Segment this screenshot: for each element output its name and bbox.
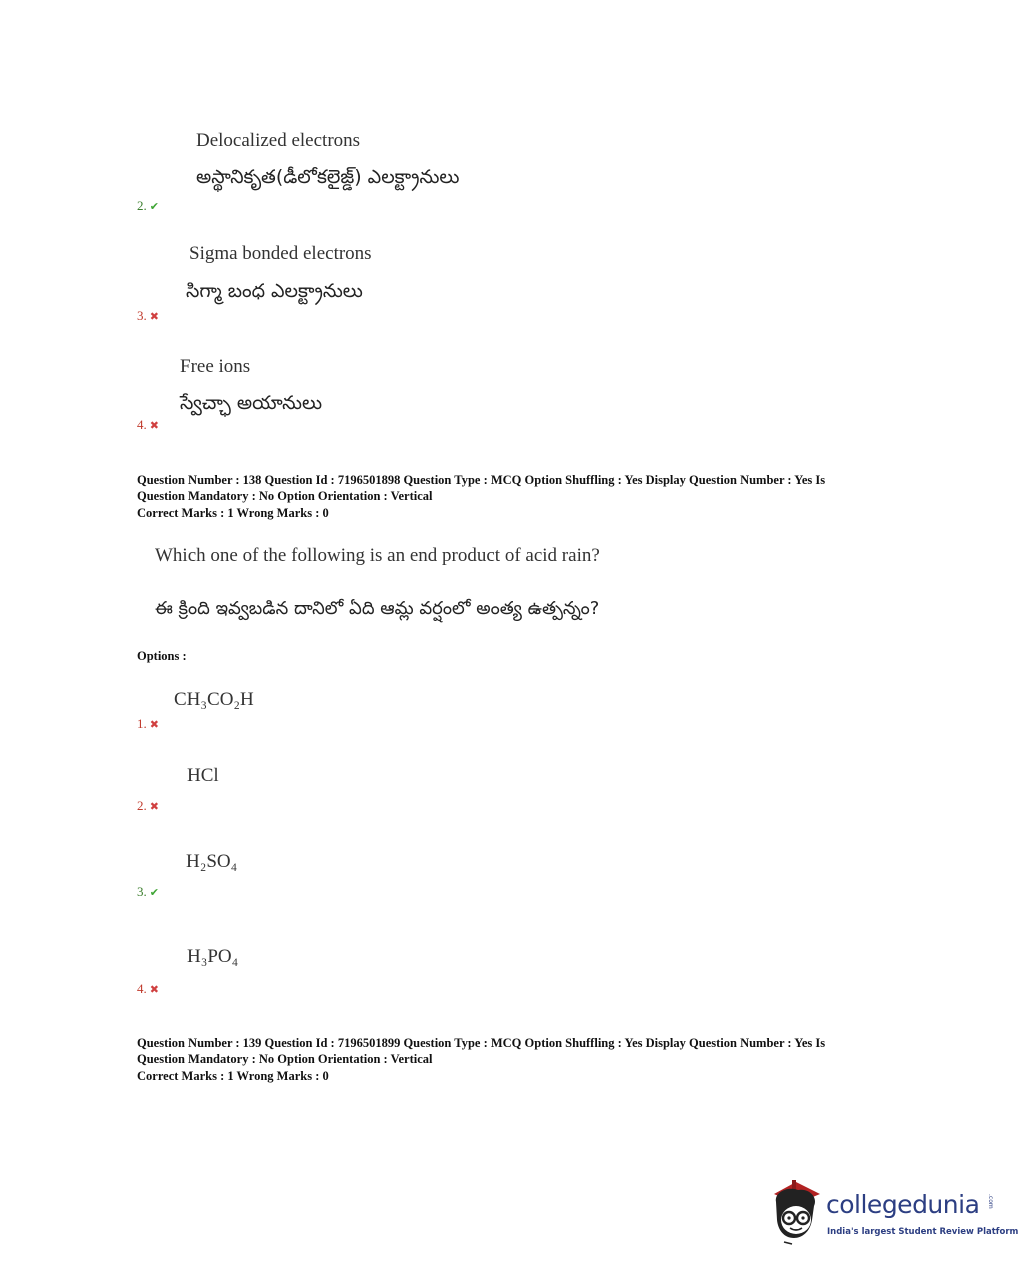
option-3-text: H₂SO₄ — [186, 851, 238, 872]
option-number-4: 4. ✖ — [137, 417, 159, 432]
wrong-cross-icon: ✖ — [149, 719, 159, 731]
wrong-cross-icon: ✖ — [149, 420, 159, 432]
meta-line: Correct Marks : 1 Wrong Marks : 0 — [137, 506, 329, 520]
option-number-4: 4. ✖ — [137, 981, 159, 996]
option-4-text: H₃PO₄ — [187, 946, 239, 967]
question-meta-138 — [137, 473, 867, 522]
option-number-2: 2. ✖ — [137, 798, 159, 813]
wrong-cross-icon: ✖ — [149, 984, 159, 996]
correct-check-icon: ✔ — [149, 887, 159, 899]
meta-line: Question Mandatory : No Option Orientation : Vertical — [137, 488, 433, 503]
options-label: Options : — [137, 649, 187, 663]
meta-line: Question Number : 138 Question Id : 7196501898 Question Type : MCQ Option Shuffling : Yes Display Question Number : Yes Is — [137, 473, 826, 487]
option-2-telugu: అస్థానికృత(డీలోకలైజ్డ్) ఎలక్ట్రానులు — [196, 166, 460, 188]
question-text-english: Which one of the following is an end product of acid rain? — [155, 545, 600, 566]
collegedunia-logo — [766, 1176, 1019, 1246]
option-3-english: Sigma bonded electrons — [189, 243, 372, 264]
option-number-3: 3. ✖ — [137, 308, 159, 323]
option-number-1: 1. ✖ — [137, 716, 159, 731]
option-4-telugu: స్వేచ్ఛా అయానులు — [180, 392, 323, 414]
meta-line: Question Number : 139 Question Id : 7196501899 Question Type : MCQ Option Shuffling : Yes Display Question Number : Yes Is — [137, 1036, 826, 1050]
wrong-cross-icon: ✖ — [149, 801, 159, 813]
question-text-telugu: ఈ క్రింది ఇవ్వబడిన దానిలో ఏది ఆమ్ల వర్షంలో అంత్య ఉత్పన్నం? — [155, 598, 600, 619]
logo-suffix: .com — [987, 1194, 994, 1209]
option-2-english: Delocalized electrons — [196, 130, 361, 151]
meta-line: Correct Marks : 1 Wrong Marks : 0 — [137, 1069, 329, 1083]
option-3-telugu: సిగ్మా బంధ ఎలక్ట్రానులు — [186, 280, 363, 302]
option-number-3: 3. ✔ — [137, 884, 159, 899]
meta-line: Question Mandatory : No Option Orientation : Vertical — [137, 1051, 433, 1066]
option-1-text: CH₃CO₂H — [174, 689, 254, 710]
wrong-cross-icon: ✖ — [149, 311, 159, 323]
option-2-text: HCl — [187, 765, 219, 786]
logo-name: collegedunia — [826, 1190, 980, 1219]
logo-tagline: India's largest Student Review Platform — [827, 1227, 1019, 1237]
option-4-english: Free ions — [180, 356, 251, 377]
option-number-2: 2. ✔ — [137, 198, 159, 213]
question-meta-139 — [137, 1036, 867, 1085]
correct-check-icon: ✔ — [149, 201, 159, 213]
mascot-icon — [766, 1176, 826, 1246]
